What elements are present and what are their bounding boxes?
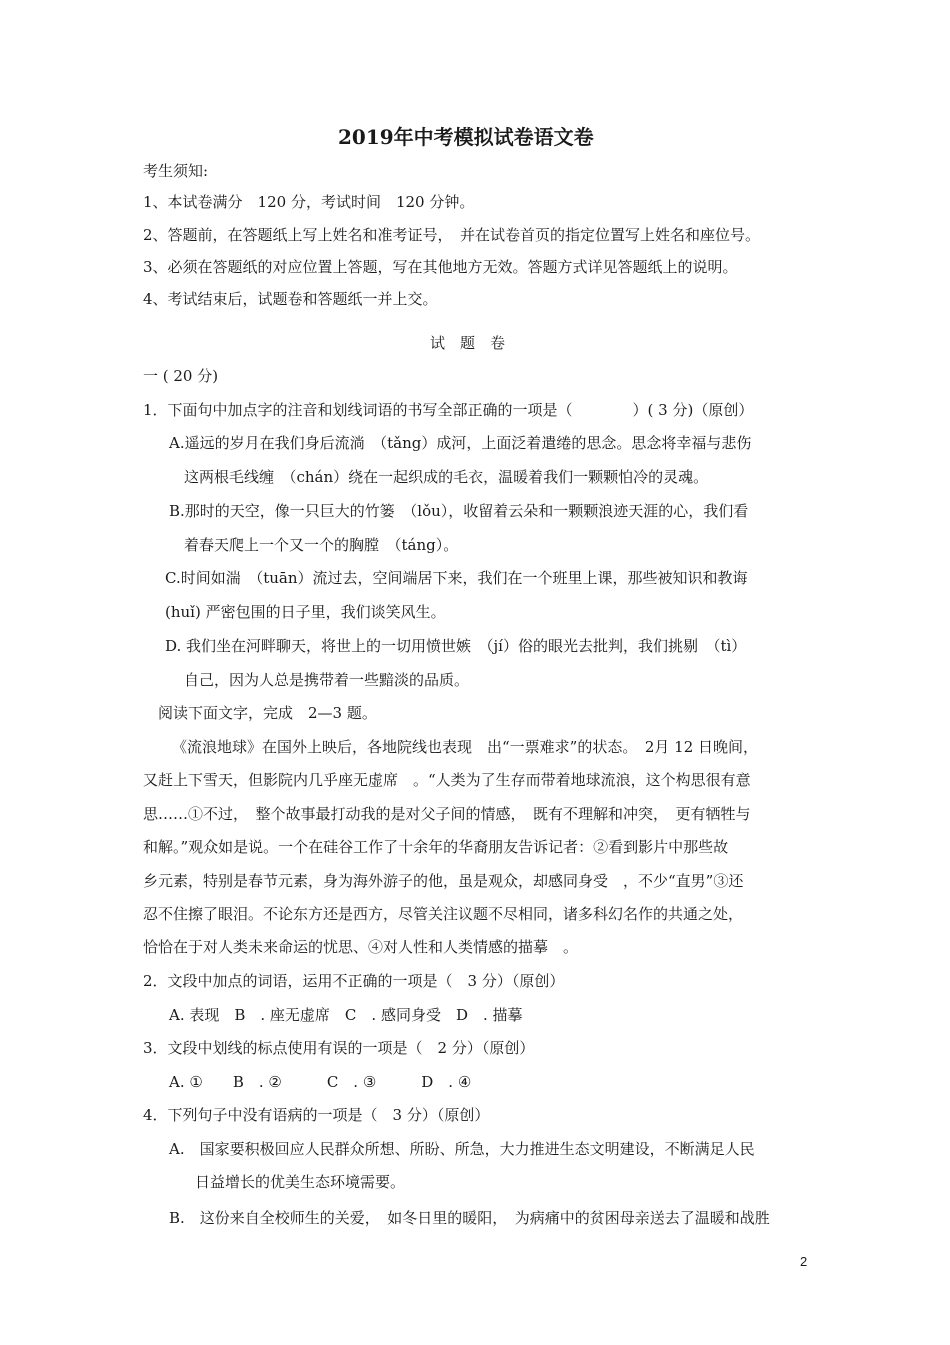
passage-line-5: 乡元素，特别是春节元素，身为海外游子的他，虽是观众，却感同身受 ，不少“直男”③还 <box>143 872 744 890</box>
notice-item-3: 3、必须在答题纸的对应位置上答题，写在其他地方无效。答题方式详见答题纸上的说明。 <box>143 258 738 276</box>
question-1-option-b-line-1: B.那时的天空，像一只巨大的竹篓 （lǒu），收留着云朵和一颗颗浪迹天涯的心，我们看 <box>169 502 749 520</box>
passage-line-6: 忍不住擦了眼泪。不论东方还是西方，尽管关注议题不尽相同，诸多科幻名作的共通之处， <box>143 905 744 923</box>
question-1-option-d-line-2: 自己，因为人总是携带着一些黯淡的品质。 <box>184 671 470 689</box>
question-4-option-a-line-1: A. 国家要积极回应人民群众所想、所盼、所急，大力推进生态文明建设，不断满足人民 <box>169 1140 755 1158</box>
page-title: 2019年中考模拟试卷语文卷 <box>338 125 594 149</box>
notice-item-2: 2、答题前，在答题纸上写上姓名和准考证号， 并在试卷首页的指定位置写上姓名和座位号。 <box>143 226 761 244</box>
question-1-option-c-line-2: (huǐ) 严密包围的日子里，我们谈笑风生。 <box>165 603 446 621</box>
question-1-option-a-line-2: 这两根毛线缠 （chán）绕在一起织成的毛衣，温暖着我们一颗颗怕冷的灵魂。 <box>184 468 709 486</box>
question-4-stem: 4．下列句子中没有语病的一项是（ 3 分）（原创） <box>143 1106 490 1124</box>
notice-item-1: 1、本试卷满分 120 分，考试时间 120 分钟。 <box>143 193 475 211</box>
question-1-option-a-line-1: A.遥远的岁月在我们身后流淌 （tǎng）成河，上面泛着遣绻的思念。思念将幸福与悲伤 <box>169 434 752 452</box>
passage-line-4: 和解。”观众如是说。一个在硅谷工作了十余年的华裔朋友告诉记者：②看到影片中那些故 <box>143 838 729 856</box>
question-2-stem: 2．文段中加点的词语，运用不正确的一项是（ 3 分）（原创） <box>143 972 565 990</box>
question-1-option-c-line-1: C.时间如湍 （tuān）流过去，空间端居下来，我们在一个班里上课，那些被知识和教诲 <box>165 569 748 587</box>
passage-line-2: 又赶上下雪天，但影院内几乎座无虚席 。“人类为了生存而带着地球流浪，这个构思很有意 <box>143 771 751 789</box>
notice-item-4: 4、考试结束后，试题卷和答题纸一并上交。 <box>143 290 438 308</box>
reading-instruction: 阅读下面文字，完成 2—3 题。 <box>158 704 377 722</box>
section-title: 试 题 卷 <box>430 334 506 352</box>
passage-line-3: 思……①不过， 整个故事最打动我的是对父子间的情感， 既有不理解和冲突， 更有牺牲与 <box>143 805 751 823</box>
question-3-stem: 3．文段中划线的标点使用有误的一项是（ 2 分）（原创） <box>143 1039 535 1057</box>
question-4-option-a-line-2: 日益增长的优美生态环境需要。 <box>195 1173 406 1191</box>
passage-line-1: 《流浪地球》在国外上映后，各地院线也表现 出“一票难求”的状态。 2月 12 日晚间， <box>172 738 759 756</box>
question-1-stem: 1．下面句中加点字的注音和划线词语的书写全部正确的一项是（ ）( 3 分)（原创） <box>143 401 754 419</box>
question-2-options: A. 表现 B . 座无虚席 C . 感同身受 D . 描摹 <box>169 1006 523 1024</box>
question-1-option-d-line-1: D. 我们坐在河畔聊天，将世上的一切用愤世嫉 （jí）俗的眼光去批判，我们挑剔 （tì） <box>165 637 747 655</box>
part-heading: 一 ( 20 分) <box>143 367 219 385</box>
notice-heading: 考生须知: <box>143 162 209 180</box>
passage-line-7: 恰恰在于对人类未来命运的忧思、④对人性和人类情感的描摹 。 <box>143 938 579 956</box>
question-3-options: A. ① B . ② C . ③ D . ④ <box>169 1073 472 1091</box>
question-1-option-b-line-2: 着春天爬上一个又一个的胸膛 （táng）。 <box>184 536 459 554</box>
question-4-option-b-line-1: B. 这份来自全校师生的关爱， 如冬日里的暖阳， 为病痛中的贫困母亲送去了温暖和战胜 <box>169 1209 770 1227</box>
page-number: 2 <box>800 1254 808 1269</box>
